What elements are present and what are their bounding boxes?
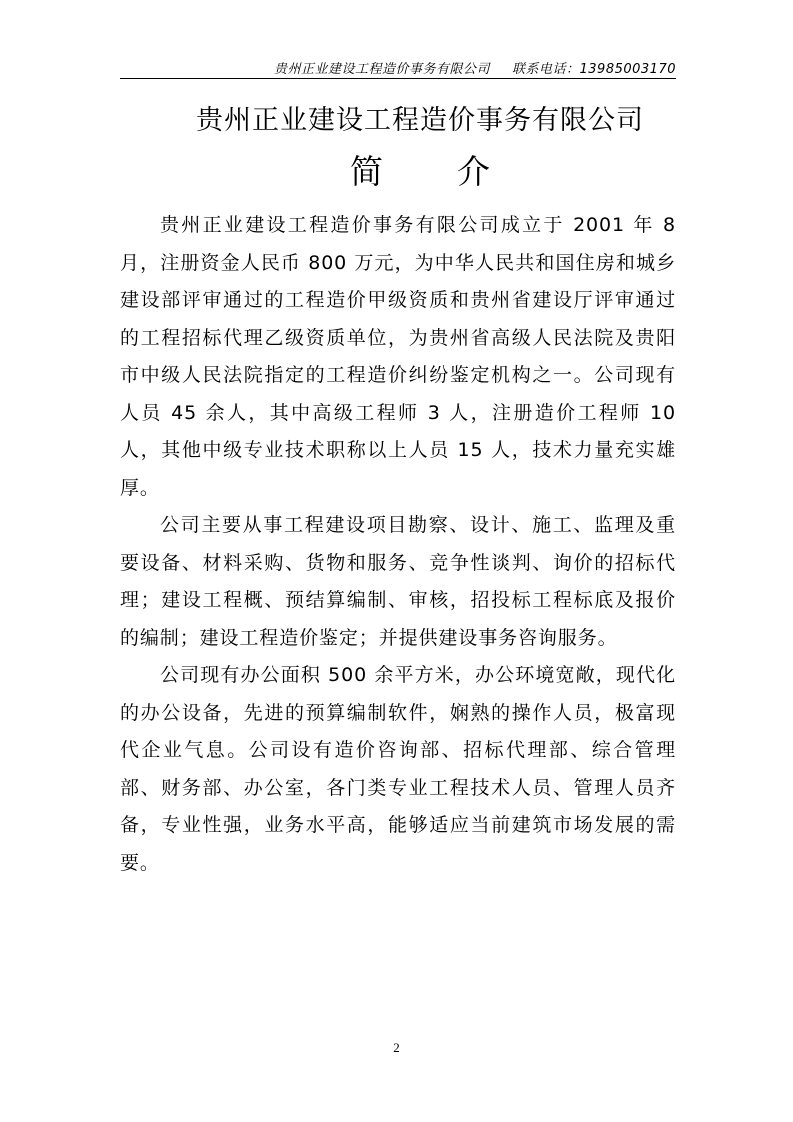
header-rule (120, 78, 676, 79)
paragraph-office: 公司现有办公面积 500 余平方米，办公环境宽敞，现代化的办公设备，先进的预算编制软件，娴熟的操作人员，极富现代企业气息。公司设有造价咨询部、招标代理部、综合管理部、财务部、办公室，各门类专业工程技术人员、管理人员齐备，专业性强，业务水平高，能够适应当前建筑市场发展的需要。 (120, 664, 676, 874)
header-company: 贵州正业建设工程造价事务有限公司 (273, 62, 490, 77)
page-number: 2 (393, 1040, 400, 1055)
section-title-char-1: 简 (350, 152, 383, 191)
company-title: 贵州正业建设工程造价事务有限公司 (196, 105, 644, 136)
section-title-char-2: 介 (457, 152, 490, 191)
paragraph-intro: 贵州正业建设工程造价事务有限公司成立于 2001 年 8 月，注册资金人民币 800 万元，为中华人民共和国住房和城乡建设部评审通过的工程造价甲级资质和贵州省建设厅评审通过的工程招标代理乙级资质单位，为贵州省高级人民法院及贵阳市中级人民法院指定的工程造价纠纷鉴定机构之一。公司现有人员 45 余人，其中高级工程师 3 人，注册造价工程师 10 人，其他中级专业技术职称以上人员 15 人，技术力量充实雄厚。 (120, 214, 676, 499)
body-text (120, 207, 676, 882)
page-header (120, 58, 676, 77)
header-contact-label: 联系电话： (512, 62, 580, 77)
paragraph-business-scope: 公司主要从事工程建设项目勘察、设计、施工、监理及重要设备、材料采购、货物和服务、竞争性谈判、询价的招标代理；建设工程概、预结算编制、审核，招投标工程标底及报价的编制；建设工程造价鉴定；并提供建设事务咨询服务。 (120, 514, 676, 649)
section-title (120, 146, 720, 193)
header-contact-phone: 13985003170 (579, 62, 676, 77)
